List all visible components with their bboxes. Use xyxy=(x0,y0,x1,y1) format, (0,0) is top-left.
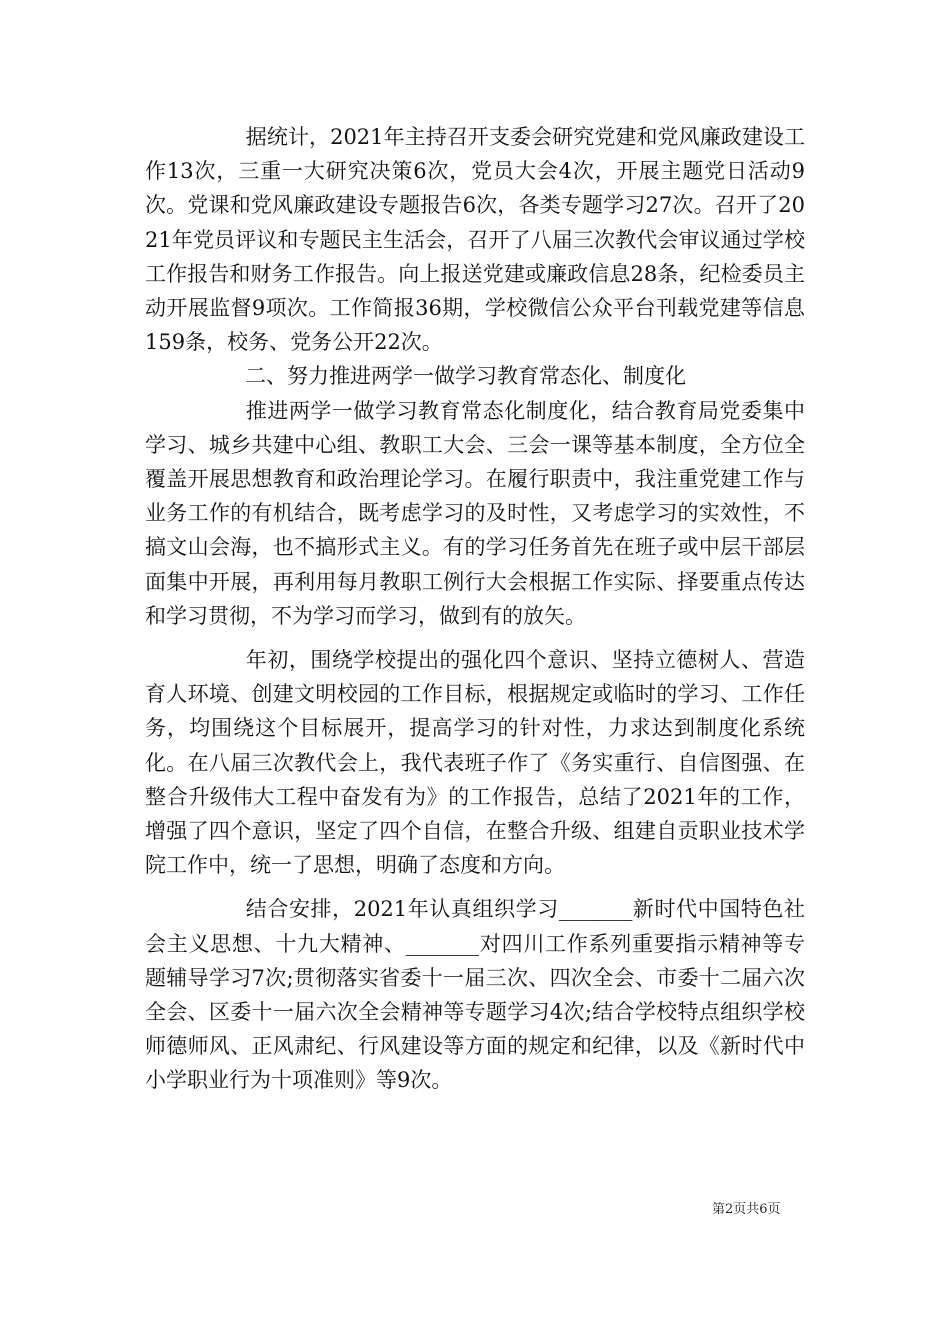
paragraph-study-arrangement: 结合安排，2021年认真组织学习_______新时代中国特色社会主义思想、十九大精神、_______对四川工作系列重要指示精神等专题辅导学习7次;贯彻落实省委十一届三次、四次全会、市委十二届六次全会、区委十一届六次全会精神等专题学习4次;结合学校特点组织学校师德师风、正风肃纪、行风建设等方面的规定和纪律，以及《新时代中小学职业行为十项准则》等9次。 xyxy=(145,897,805,1093)
paragraph-statistics: 据统计，2021年主持召开支委会研究党建和党风廉政建设工作13次，三重一大研究决策6次，党员大会4次，开展主题党日活动9次。党课和党风廉政建设专题报告6次，各类专题学习27次。召开了2021年党员评议和专题民主生活会，召开了八届三次教代会审议通过学校工作报告和财务工作报告。向上报送党建或廉政信息28条，纪检委员主动开展监督9项次。工作简报36期，学校微信公众平台刊载党建等信息159条，校务、党务公开22次。 xyxy=(145,125,805,355)
paragraph-normalization: 推进两学一做学习教育常态化制度化，结合教育局党委集中学习、城乡共建中心组、教职工大会、三会一课等基本制度，全方位全覆盖开展思想教育和政治理论学习。在履行职责中，我注重党建工作与业务工作的有机结合，既考虑学习的及时性，又考虑学习的实效性，不搞文山会海，也不搞形式主义。有的学习任务首先在班子或中层干部层面集中开展，再利用每月教职工例行大会根据工作实际、择要重点传达和学习贯彻，不为学习而学习，做到有的放矢。 xyxy=(145,398,805,628)
section-heading: 二、努力推进两学一做学习教育常态化、制度化 xyxy=(245,364,686,389)
document-body xyxy=(145,120,805,1098)
paragraph-early-year: 年初，围绕学校提出的强化四个意识、坚持立德树人、营造育人环境、创建文明校园的工作目标，根据规定或临时的学习、工作任务，均围绕这个目标展开，提高学习的针对性，力求达到制度化系统化。在八届三次教代会上，我代表班子作了《务实重行、自信图强、在整合升级伟大工程中奋发有为》的工作报告，总结了2021年的工作，增强了四个意识，坚定了四个自信，在整合升级、组建自贡职业技术学院工作中，统一了思想，明确了态度和方向。 xyxy=(145,648,805,878)
page-number: 第2页共6页 xyxy=(712,1202,781,1217)
